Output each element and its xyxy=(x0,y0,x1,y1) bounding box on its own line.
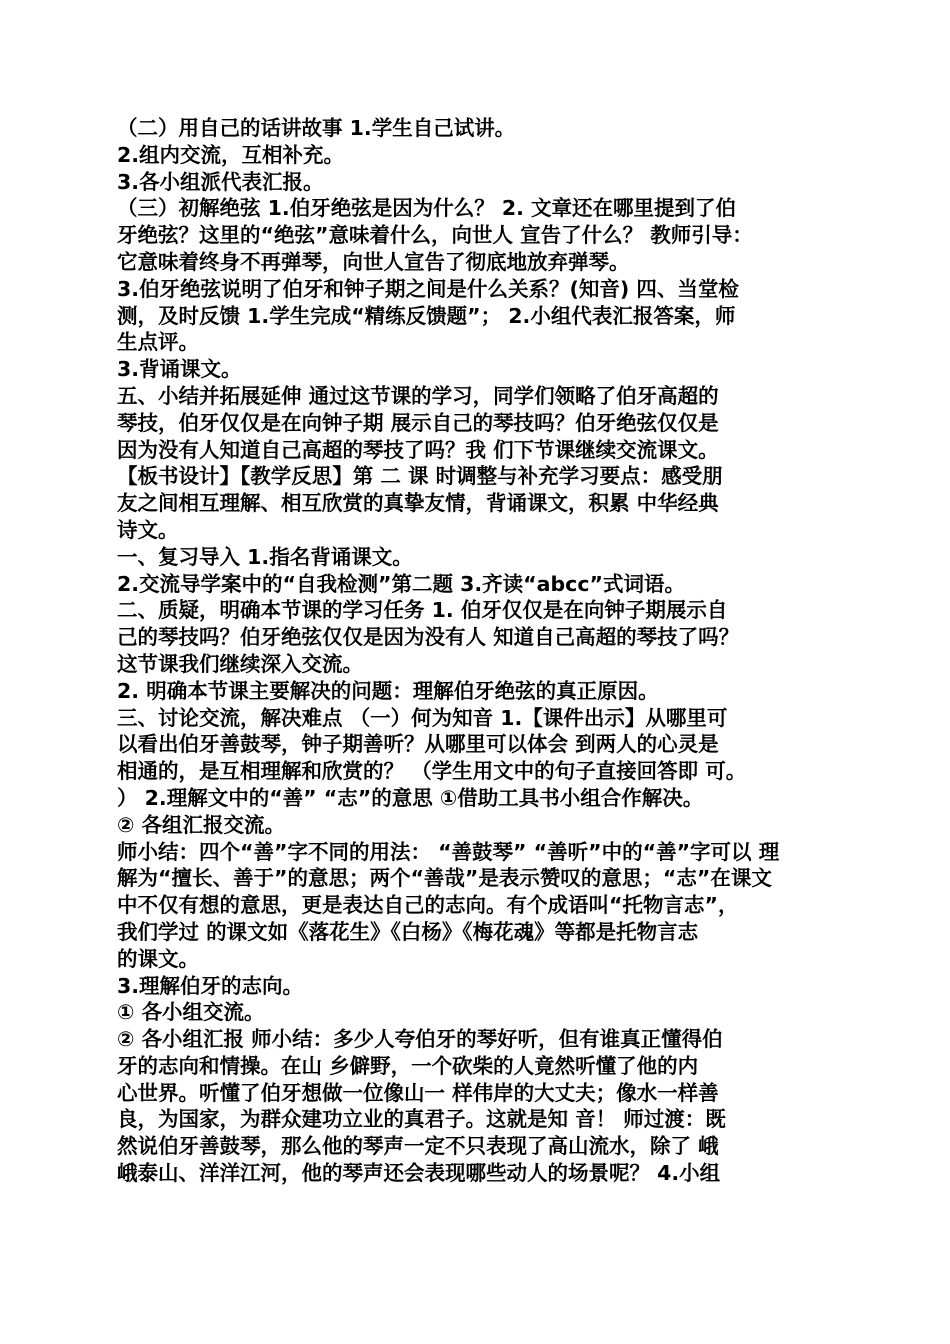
text-line: 良，为国家，为群众建功立业的真君子。这就是知 音！ 师过渡：既 xyxy=(117,1107,726,1132)
text-line: 己的琴技吗？伯牙绝弦仅仅是因为没有人 知道自己高超的琴技了吗？ xyxy=(117,625,740,650)
text-line: 师小结：四个“善”字不同的用法： “善鼓琴” “善听”中的“善”字可以 理 xyxy=(117,839,780,864)
text-line: 一、复习导入 1.指名背诵课文。 xyxy=(117,544,413,569)
text-line: 三、讨论交流，解决难点 （一）何为知音 1.【课件出示】从哪里可 xyxy=(117,705,728,730)
text-line: （二）用自己的话讲故事 1.学生自己试讲。 xyxy=(117,116,516,140)
text-line: 解为“擅长、善于”的意思；两个“善哉”是表示赞叹的意思；“志”在课文 xyxy=(117,866,772,891)
text-line: 二、质疑，明确本节课的学习任务 1. 伯牙仅仅是在向钟子期展示自 xyxy=(117,598,728,623)
text-line: 峨泰山、洋洋江河，他的琴声还会表现哪些动人的场景呢？ 4.小组 xyxy=(117,1161,721,1186)
text-line: ② 各组汇报交流。 xyxy=(117,812,285,837)
text-line: 我们学过 的课文如《落花生》《白杨》《梅花魂》等都是托物言志 xyxy=(117,919,699,944)
text-line: 的课文。 xyxy=(117,946,199,971)
text-line: 3.伯牙绝弦说明了伯牙和钟子期之间是什么关系？(知音) 四、当堂检 xyxy=(117,276,739,301)
text-line: 【板书设计】【教学反思】第 二 课 时调整与补充学习要点：感受朋 xyxy=(117,464,723,489)
text-line: 友之间相互理解、相互欣赏的真挚友情，背诵课文，积累 中华经典 xyxy=(117,491,719,516)
text-line: 心世界。听懂了伯牙想做一位像山一 样伟岸的大丈夫；像水一样善 xyxy=(117,1080,719,1105)
text-line: 因为没有人知道自己高超的琴技了吗？我 们下节课继续交流课文。 xyxy=(117,437,719,462)
text-line: ） 2.理解文中的“善” “志”的意思 ①借助工具书小组合作解决。 xyxy=(117,785,704,810)
text-line: 2. 明确本节课主要解决的问题：理解伯牙绝弦的真正原因。 xyxy=(117,678,659,703)
text-line: 琴技，伯牙仅仅是在向钟子期 展示自己的琴技吗？伯牙绝弦仅仅是 xyxy=(117,410,719,435)
document-body xyxy=(117,115,837,1187)
text-line: 五、小结并拓展延伸 通过这节课的学习，同学们领略了伯牙高超的 xyxy=(117,383,719,408)
text-line: 2.交流导学案中的“自我检测”第二题 3.齐读“abcc”式词语。 xyxy=(117,571,685,596)
text-line: 3.背诵课文。 xyxy=(117,357,242,382)
text-line: 2.组内交流，互相补充。 xyxy=(117,142,345,167)
text-line: 中不仅有想的意思，更是表达自己的志向。有个成语叫“托物言志”， xyxy=(117,893,739,918)
text-line: 相通的，是互相理解和欣赏的？ （学生用文中的句子直接回答即 可。 xyxy=(117,759,747,784)
text-line: 测，及时反馈 1.学生完成“精练反馈题”； 2.小组代表汇报答案，师 xyxy=(117,303,736,328)
text-line: 3.各小组派代表汇报。 xyxy=(117,169,324,194)
text-line: 牙的志向和情操。在山 乡僻野，一个砍柴的人竟然听懂了他的内 xyxy=(117,1053,699,1078)
text-line: 生点评。 xyxy=(117,330,199,355)
text-line: （三）初解绝弦 1.伯牙绝弦是因为什么？ 2. 文章还在哪里提到了伯 xyxy=(117,196,737,221)
text-line: ① 各小组交流。 xyxy=(117,1000,265,1025)
text-line: 3.理解伯牙的志向。 xyxy=(117,973,304,998)
text-line: 然说伯牙善鼓琴，那么他的琴声一定不只表现了高山流水，除了 峨 xyxy=(117,1134,719,1159)
text-line: 诗文。 xyxy=(117,517,179,542)
text-line: 这节课我们继续深入交流。 xyxy=(117,651,363,676)
text-line: 牙绝弦？这里的“绝弦”意味着什么，向世人 宣告了什么？ 教师引导： xyxy=(117,223,753,248)
text-line: 它意味着终身不再弹琴，向世人宣告了彻底地放弃弹琴。 xyxy=(117,249,630,274)
text-line: 以看出伯牙善鼓琴，钟子期善听？从哪里可以体会 到两人的心灵是 xyxy=(117,732,719,757)
text-line: ② 各小组汇报 师小结：多少人夸伯牙的琴好听，但有谁真正懂得伯 xyxy=(117,1027,723,1052)
